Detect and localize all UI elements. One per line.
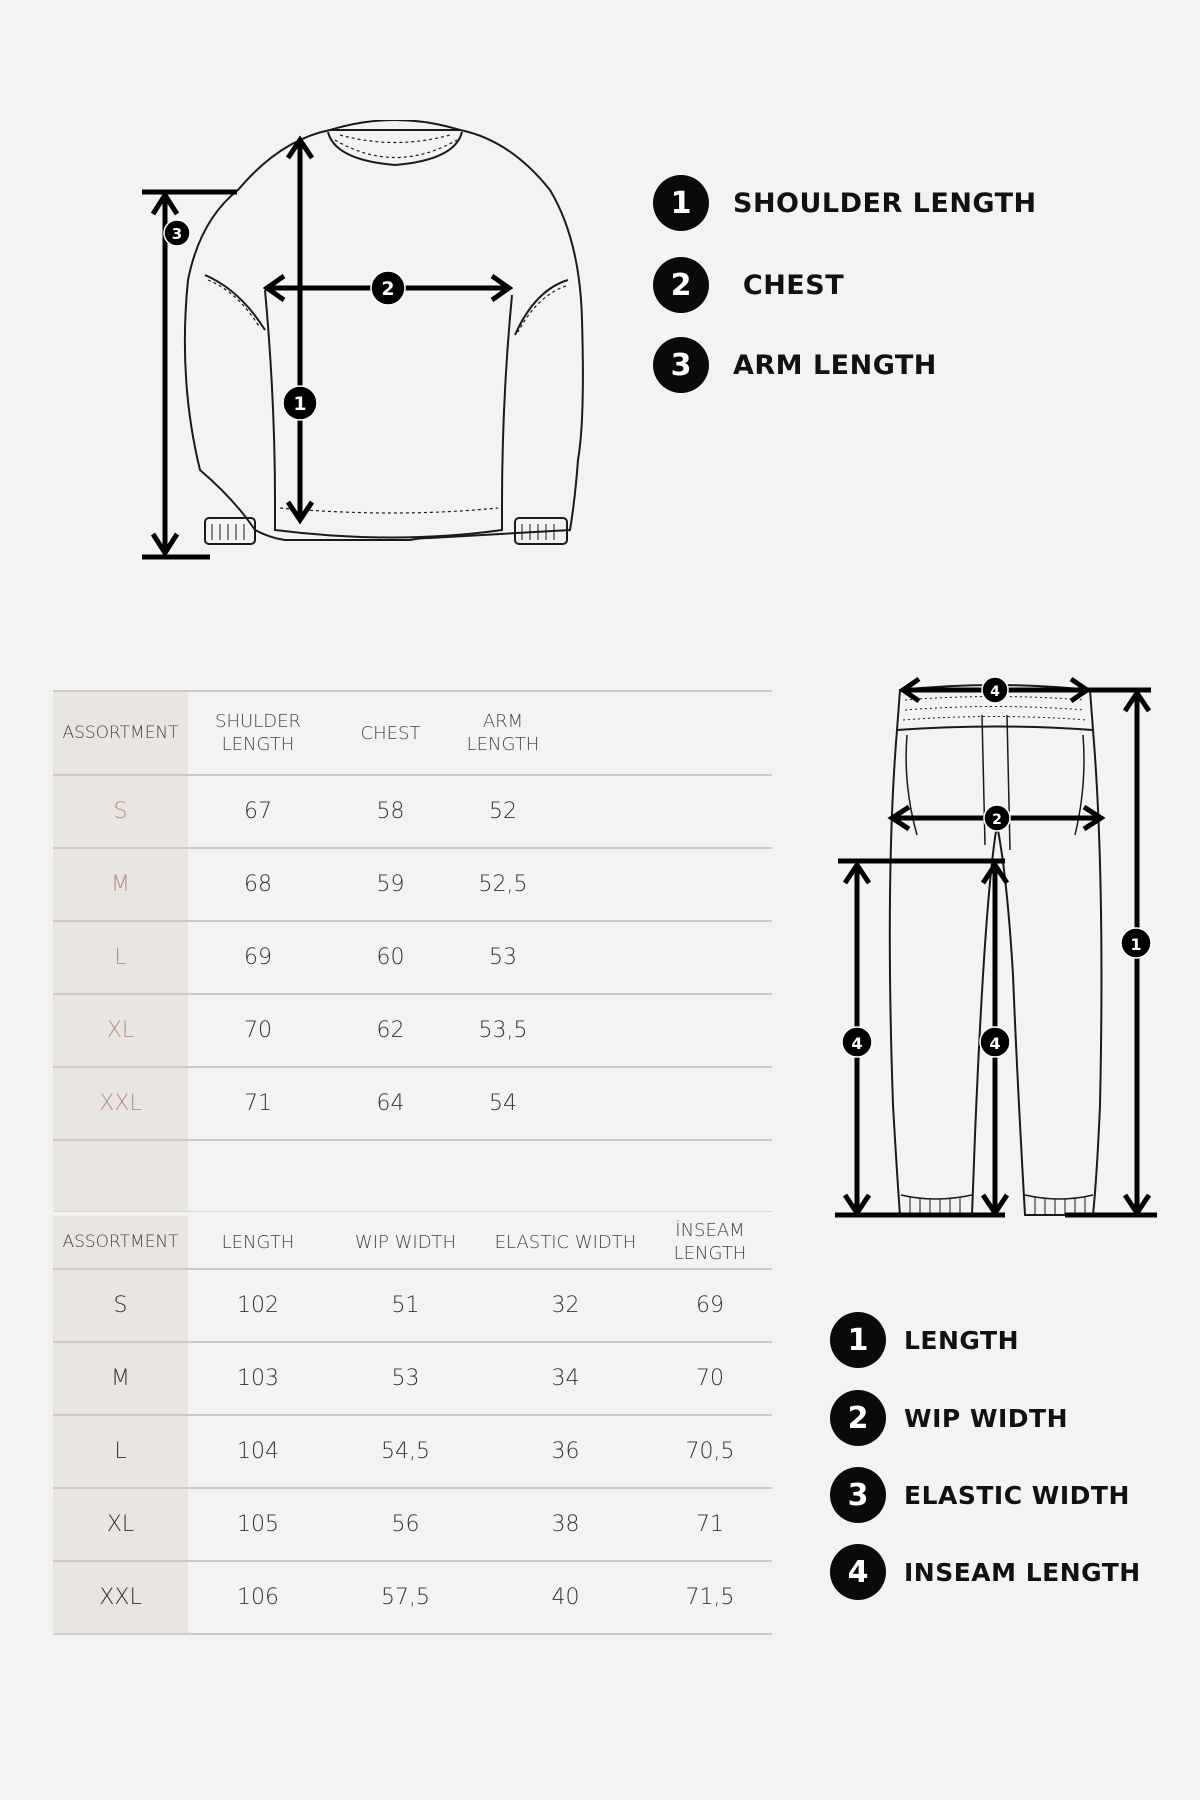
number-badge: 2 — [830, 1390, 886, 1446]
number-badge: 3 — [830, 1467, 886, 1523]
marker-3: 3 — [171, 225, 183, 243]
pants-legend — [830, 1312, 1180, 1602]
value-cell: 70,5 — [648, 1416, 772, 1489]
sweatshirt-legend — [653, 175, 1073, 405]
value-cell: 62 — [328, 995, 453, 1068]
pants-size-table — [53, 1216, 772, 1635]
value-cell: 104 — [188, 1416, 328, 1489]
legend-item-arm-length — [653, 337, 937, 393]
value-cell — [553, 1068, 772, 1141]
number-badge: 2 — [653, 257, 709, 313]
header-cell: ASSORTMENT — [53, 690, 188, 776]
table-row — [53, 995, 772, 1068]
value-cell: 52,5 — [453, 849, 553, 922]
header-cell: SHULDER LENGTH — [188, 690, 328, 776]
size-cell: XL — [53, 995, 188, 1068]
value-cell: 53 — [453, 922, 553, 995]
value-cell: 59 — [328, 849, 453, 922]
value-cell: 69 — [188, 922, 328, 995]
value-cell: 71,5 — [648, 1562, 772, 1635]
table-row — [53, 1343, 772, 1416]
table-row — [53, 849, 772, 922]
marker-4-top: 4 — [990, 684, 1000, 700]
header-cell: WIP WIDTH — [328, 1216, 483, 1270]
table-row — [53, 1068, 772, 1141]
table-header — [53, 1216, 772, 1270]
value-cell: 32 — [483, 1270, 648, 1343]
value-cell: 58 — [328, 776, 453, 849]
legend-item-inseam-length — [830, 1544, 1141, 1600]
legend-item-length — [830, 1312, 1019, 1368]
marker-2: 2 — [381, 278, 395, 300]
value-cell: 54 — [453, 1068, 553, 1141]
sweatshirt-outline — [185, 130, 583, 540]
marker-2-mid: 2 — [992, 812, 1002, 828]
size-cell: S — [53, 1270, 188, 1343]
value-cell: 71 — [188, 1068, 328, 1141]
legend-item-shoulder-length — [653, 175, 1037, 231]
value-cell: 67 — [188, 776, 328, 849]
header-cell: ASSORTMENT — [53, 1216, 188, 1270]
size-cell: XXL — [53, 1068, 188, 1141]
size-cell: M — [53, 849, 188, 922]
size-cell: L — [53, 922, 188, 995]
sweatshirt-size-table — [53, 690, 772, 1212]
value-cell: 38 — [483, 1489, 648, 1562]
value-cell: 102 — [188, 1270, 328, 1343]
number-badge: 3 — [653, 337, 709, 393]
legend-item-elastic-width — [830, 1467, 1130, 1523]
value-cell: 53 — [328, 1343, 483, 1416]
value-cell: 56 — [328, 1489, 483, 1562]
header-cell: ARM LENGTH — [453, 690, 553, 776]
value-cell: 34 — [483, 1343, 648, 1416]
number-badge: 4 — [830, 1544, 886, 1600]
value-cell: 53,5 — [453, 995, 553, 1068]
legend-item-chest — [653, 257, 844, 313]
legend-item-wip-width — [830, 1390, 1068, 1446]
value-cell: 70 — [648, 1343, 772, 1416]
size-cell: XXL — [53, 1562, 188, 1635]
table-row — [53, 1562, 772, 1635]
number-badge: 1 — [830, 1312, 886, 1368]
table-row — [53, 1489, 772, 1562]
value-cell: 70 — [188, 995, 328, 1068]
header-cell: ELASTIC WIDTH — [483, 1216, 648, 1270]
value-cell — [553, 849, 772, 922]
marker-4-inner: 4 — [989, 1034, 1001, 1053]
value-cell: 60 — [328, 922, 453, 995]
legend-label: INSEAM LENGTH — [904, 1557, 1141, 1587]
size-cell: XL — [53, 1489, 188, 1562]
header-cell: CHEST — [328, 690, 453, 776]
legend-label: WIP WIDTH — [904, 1403, 1069, 1433]
value-cell: 54,5 — [328, 1416, 483, 1489]
value-cell: 103 — [188, 1343, 328, 1416]
table-header — [53, 690, 772, 776]
table-spacer — [53, 1141, 772, 1212]
header-cell: İNSEAM LENGTH — [648, 1216, 772, 1270]
marker-1-right: 1 — [1130, 935, 1142, 954]
size-cell: M — [53, 1343, 188, 1416]
sweatshirt-diagram — [130, 120, 600, 570]
value-cell: 69 — [648, 1270, 772, 1343]
table-row — [53, 922, 772, 995]
legend-label: SHOULDER LENGTH — [733, 187, 1037, 219]
value-cell: 68 — [188, 849, 328, 922]
value-cell: 71 — [648, 1489, 772, 1562]
value-cell: 105 — [188, 1489, 328, 1562]
table-row — [53, 776, 772, 849]
value-cell: 57,5 — [328, 1562, 483, 1635]
table-row — [53, 1270, 772, 1343]
legend-label: CHEST — [733, 269, 845, 301]
legend-label: ELASTIC WIDTH — [904, 1480, 1130, 1510]
pants-diagram — [835, 675, 1165, 1225]
value-cell — [553, 776, 772, 849]
value-cell: 106 — [188, 1562, 328, 1635]
table-row — [53, 1416, 772, 1489]
marker-4-left: 4 — [851, 1034, 863, 1053]
number-badge: 1 — [653, 175, 709, 231]
value-cell: 52 — [453, 776, 553, 849]
header-cell — [553, 690, 772, 776]
header-cell: LENGTH — [188, 1216, 328, 1270]
value-cell: 40 — [483, 1562, 648, 1635]
value-cell: 51 — [328, 1270, 483, 1343]
legend-label: LENGTH — [904, 1325, 1019, 1355]
value-cell: 36 — [483, 1416, 648, 1489]
legend-label: ARM LENGTH — [733, 349, 937, 381]
marker-1: 1 — [293, 393, 307, 415]
value-cell — [553, 922, 772, 995]
size-cell: L — [53, 1416, 188, 1489]
size-cell: S — [53, 776, 188, 849]
value-cell: 64 — [328, 1068, 453, 1141]
value-cell — [553, 995, 772, 1068]
